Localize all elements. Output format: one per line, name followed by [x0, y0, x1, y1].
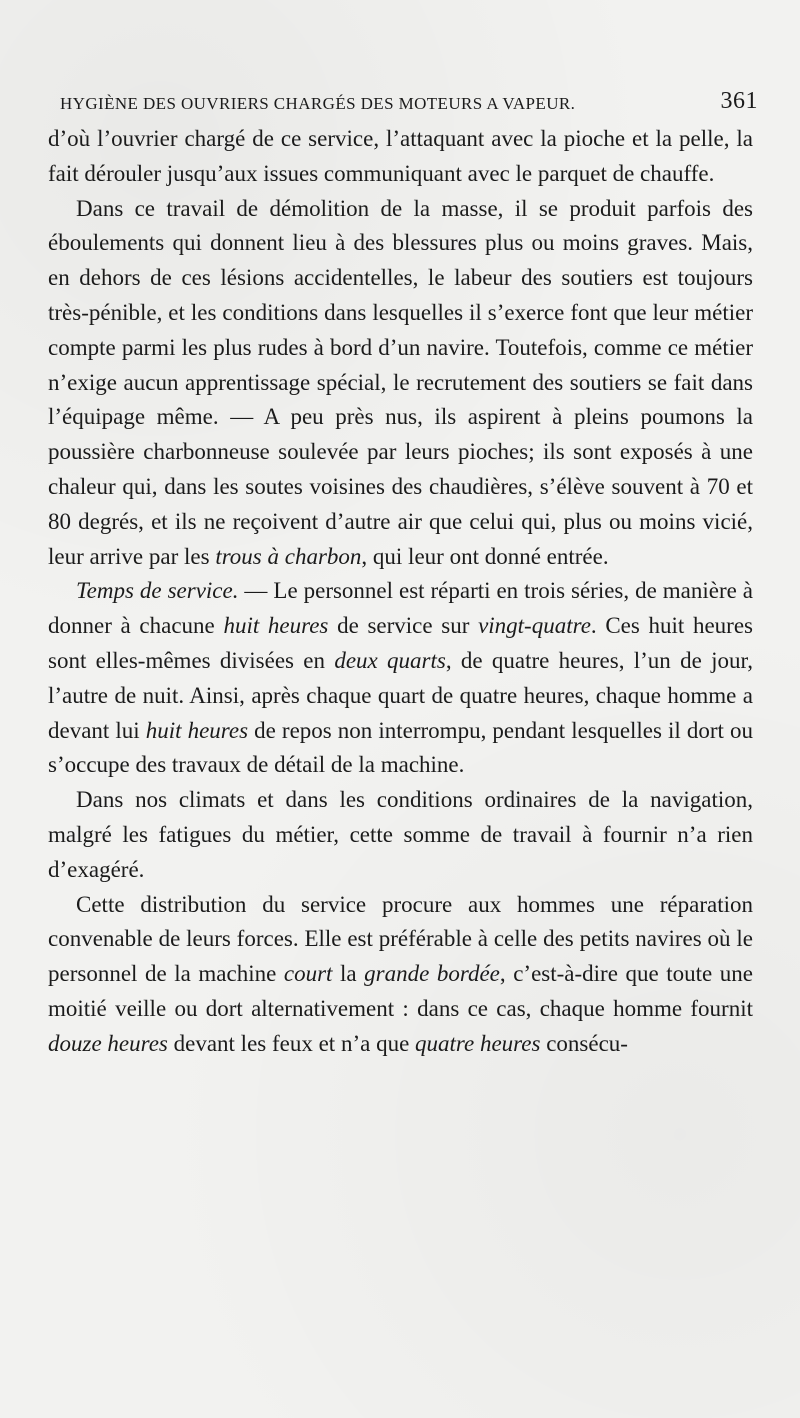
paragraph-text: , de quatre heures, l’un de jour, l’autre de nuit. Ainsi, après chaque quart de quatre heures, chaque homme a devant lui [48, 647, 753, 743]
paragraph-text: , qui leur ont donné entrée. [361, 543, 609, 569]
paragraph-text: — Le personnel est réparti en trois séries, de manière à donner à chacune [48, 578, 753, 639]
paragraph [48, 574, 753, 783]
italic-term: court [283, 961, 333, 987]
running-head [60, 88, 758, 122]
italic-term: douze heures [48, 1030, 168, 1056]
body-text [48, 122, 753, 1062]
running-title: HYGIÈNE DES OUVRIERS CHARGÉS DES MOTEURS A VAPEUR. [60, 94, 576, 113]
paragraph [48, 783, 753, 887]
paragraph-text: la [332, 961, 365, 987]
italic-term: huit heures [223, 613, 329, 639]
section-lead: Temps de service. [76, 578, 239, 604]
paragraph-text: devant les feux et n’a que [167, 1030, 416, 1056]
paragraph [48, 888, 753, 1062]
paragraph-text: de repos non interrompu, pendant lesquelles il dort ou s’occupe des travaux de détail de la machine. [48, 717, 754, 778]
paragraph [48, 192, 753, 575]
italic-term: grande bordée [364, 961, 500, 987]
paragraph-text: , c’est-à-dire que toute une moitié veille ou dort alternativement : dans ce cas, chaque homme fournit [48, 961, 753, 1021]
paragraph-text: consécu- [540, 1030, 628, 1056]
page-number: 361 [720, 88, 758, 114]
italic-term: quatre heures [415, 1030, 541, 1056]
italic-term: huit heures [145, 717, 249, 743]
paragraph-text: Cette distribution du service procure aux hommes une réparation convenable de leurs forces. Elle est préférable à celle des petits navires où le personnel de la machine [48, 891, 753, 987]
paragraph-text: d’où l’ouvrier chargé de ce service, l’attaquant avec la pioche et la pelle, la fait dérouler jusqu’aux issues communiquant avec le parquet de chauffe. [48, 126, 753, 186]
paragraph-text: de service sur [328, 613, 479, 639]
paragraph-continued [48, 122, 753, 192]
italic-term: trous à charbon [215, 543, 362, 569]
paragraph-text: Dans nos climats et dans les conditions ordinaires de la navigation, malgré les fatigues du métier, cette somme de travail à fournir n’a rien d’exagéré. [48, 787, 753, 882]
italic-term: vingt-quatre [478, 613, 591, 639]
italic-term: deux quarts [334, 647, 446, 673]
paragraph-text: Dans ce travail de démolition de la masse, il se produit parfois des éboulements qui donnent lieu à des blessures plus ou moins graves. Mais, en dehors de ces lésions accidentelles, le labeur des soutiers est toujours très-pénible, et les conditions dans lesquelles il s’exerce font que leur métier compte parmi les plus rudes à bord d’un navire. Toutefois, comme ce métier n’exige aucun apprentissage spécial, le recrutement des soutiers se fait dans l’équipage même. — A peu près nus, ils aspirent à pleins poumons la poussière charbonneuse soulevée par leurs pioches; ils sont exposés à une chaleur qui, dans les soutes voisines des chaudières, s’élève souvent à 70 et 80 degrés, et ils ne reçoivent d’autre air que celui qui, plus ou moins vicié, leur arrive par les [48, 195, 753, 569]
paragraph-text: . Ces huit heures sont elles-mêmes divisées en [48, 613, 754, 673]
